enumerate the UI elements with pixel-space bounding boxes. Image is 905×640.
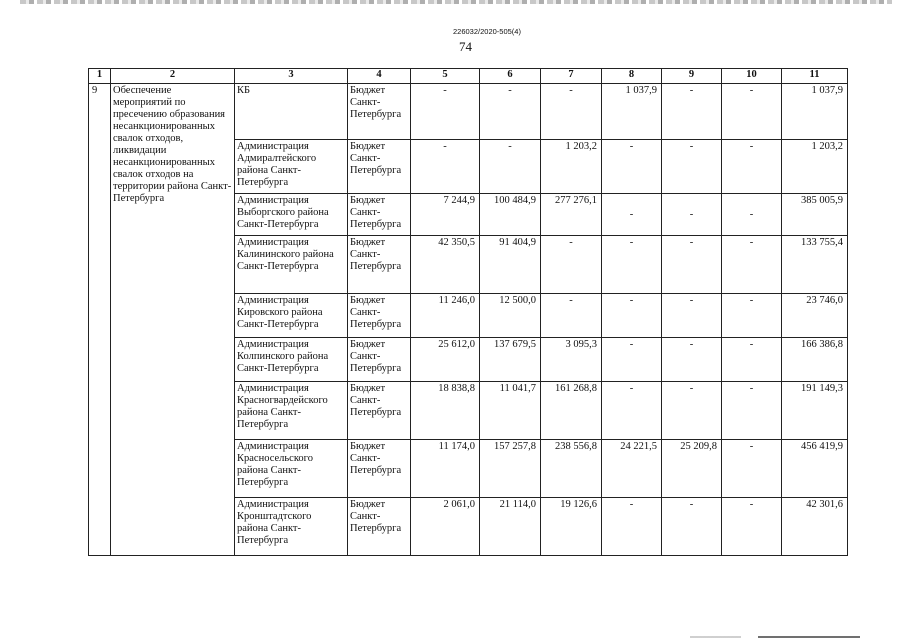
col-header: 8 (602, 69, 662, 84)
value-cell: - (602, 294, 662, 338)
col-header: 1 (89, 69, 111, 84)
source-cell: Бюджет Санкт-Петербурга (348, 382, 411, 440)
col-header: 9 (662, 69, 722, 84)
value-cell: - (722, 440, 782, 498)
source-cell: Бюджет Санкт-Петербурга (348, 294, 411, 338)
value-cell: - (480, 84, 541, 140)
value-cell: - (602, 140, 662, 194)
value-cell: 157 257,8 (480, 440, 541, 498)
value-cell: - (722, 194, 782, 236)
source-cell: Бюджет Санкт-Петербурга (348, 140, 411, 194)
value-cell: 11 174,0 (411, 440, 480, 498)
value-cell: 11 041,7 (480, 382, 541, 440)
value-cell: - (662, 236, 722, 294)
value-cell: - (662, 140, 722, 194)
value-cell: - (541, 84, 602, 140)
value-cell: - (541, 236, 602, 294)
value-cell: 1 203,2 (541, 140, 602, 194)
total-cell: 133 755,4 (782, 236, 848, 294)
source-cell: Бюджет Санкт-Петербурга (348, 498, 411, 556)
col-header: 2 (111, 69, 235, 84)
value-cell: - (722, 498, 782, 556)
total-cell: 1 203,2 (782, 140, 848, 194)
value-cell: - (411, 140, 480, 194)
col-header: 4 (348, 69, 411, 84)
col-header: 3 (235, 69, 348, 84)
source-cell: Бюджет Санкт-Петербурга (348, 440, 411, 498)
value-cell: 161 268,8 (541, 382, 602, 440)
document-stamp: 226032/2020-505(4) (453, 27, 521, 36)
table-row (89, 84, 848, 140)
value-cell: - (602, 194, 662, 236)
budget-table (88, 68, 848, 556)
col-header: 7 (541, 69, 602, 84)
page-number: 74 (459, 39, 472, 54)
value-cell: - (722, 294, 782, 338)
value-cell: - (722, 140, 782, 194)
value-cell: 11 246,0 (411, 294, 480, 338)
executor-cell: Администрация Кронштадтского района Санкт-Петербурга (235, 498, 348, 556)
executor-cell: КБ (235, 84, 348, 140)
value-cell: 2 061,0 (411, 498, 480, 556)
value-cell: - (541, 294, 602, 338)
row-number: 9 (89, 84, 111, 556)
executor-cell: Администрация Адмиралтейского района Санкт-Петербурга (235, 140, 348, 194)
value-cell: - (722, 338, 782, 382)
value-cell: 21 114,0 (480, 498, 541, 556)
value-cell: 238 556,8 (541, 440, 602, 498)
value-cell: 25 612,0 (411, 338, 480, 382)
total-cell: 23 746,0 (782, 294, 848, 338)
value-cell: 137 679,5 (480, 338, 541, 382)
scan-artifact-line (20, 0, 892, 4)
source-cell: Бюджет Санкт-Петербурга (348, 84, 411, 140)
value-cell: 18 838,8 (411, 382, 480, 440)
col-header: 11 (782, 69, 848, 84)
source-cell: Бюджет Санкт-Петербурга (348, 194, 411, 236)
total-cell: 166 386,8 (782, 338, 848, 382)
scan-artifact-line (690, 636, 860, 638)
value-cell: 91 404,9 (480, 236, 541, 294)
total-cell: 191 149,3 (782, 382, 848, 440)
col-header: 10 (722, 69, 782, 84)
value-cell: - (722, 84, 782, 140)
executor-cell: Администрация Красносельского района Санкт-Петербурга (235, 440, 348, 498)
executor-cell: Администрация Калининского района Санкт-Петербурга (235, 236, 348, 294)
source-cell: Бюджет Санкт-Петербурга (348, 338, 411, 382)
source-cell: Бюджет Санкт-Петербурга (348, 236, 411, 294)
value-cell: 7 244,9 (411, 194, 480, 236)
value-cell: - (662, 498, 722, 556)
value-cell: 25 209,8 (662, 440, 722, 498)
value-cell: 42 350,5 (411, 236, 480, 294)
col-header: 6 (480, 69, 541, 84)
value-cell: - (662, 338, 722, 382)
value-cell: - (411, 84, 480, 140)
budget-table-container (88, 68, 848, 556)
value-cell: 277 276,1 (541, 194, 602, 236)
value-cell: - (662, 382, 722, 440)
executor-cell: Администрация Колпинского района Санкт-Петербурга (235, 338, 348, 382)
measure-description: Обеспечение мероприятий по пресечению образования несанкционированных свалок отходов, ликвидации несанкционированных свалок отходов на территории района Санкт-Петербурга (111, 84, 235, 556)
value-cell: - (602, 338, 662, 382)
value-cell: 12 500,0 (480, 294, 541, 338)
col-header: 5 (411, 69, 480, 84)
value-cell: - (662, 294, 722, 338)
total-cell: 385 005,9 (782, 194, 848, 236)
value-cell: - (602, 498, 662, 556)
value-cell: - (662, 194, 722, 236)
value-cell: - (602, 382, 662, 440)
value-cell: 19 126,6 (541, 498, 602, 556)
value-cell: 1 037,9 (602, 84, 662, 140)
total-cell: 42 301,6 (782, 498, 848, 556)
total-cell: 456 419,9 (782, 440, 848, 498)
header-row (89, 69, 848, 84)
executor-cell: Администрация Выборгского района Санкт-Петербурга (235, 194, 348, 236)
executor-cell: Администрация Красногвардейского района Санкт-Петербурга (235, 382, 348, 440)
value-cell: - (662, 84, 722, 140)
value-cell: - (602, 236, 662, 294)
executor-cell: Администрация Кировского района Санкт-Петербурга (235, 294, 348, 338)
total-cell: 1 037,9 (782, 84, 848, 140)
value-cell: - (722, 236, 782, 294)
value-cell: - (480, 140, 541, 194)
value-cell: - (722, 382, 782, 440)
value-cell: 3 095,3 (541, 338, 602, 382)
value-cell: 100 484,9 (480, 194, 541, 236)
value-cell: 24 221,5 (602, 440, 662, 498)
